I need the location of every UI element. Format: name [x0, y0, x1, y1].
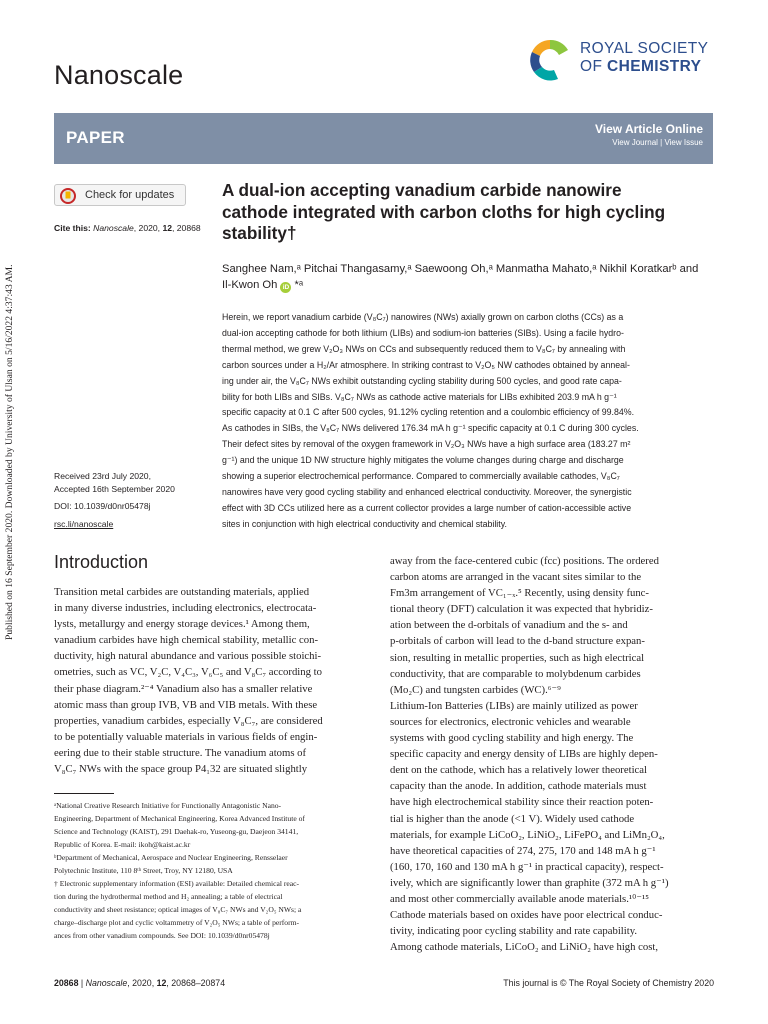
cite-journal: Nanoscale	[93, 223, 134, 233]
check-updates-icon	[60, 188, 78, 204]
introduction-heading: Introduction	[54, 552, 149, 572]
citation	[54, 222, 204, 234]
cite-pages: , 20868	[172, 223, 201, 233]
footer-year: , 2020,	[127, 978, 157, 988]
page-number: 20868	[54, 978, 79, 988]
doi[interactable]: DOI: 10.1039/d0nr05478j	[54, 501, 151, 511]
cite-volume: 12	[162, 223, 172, 233]
received-dates: Received 23rd July 2020, Accepted 16th September 2020	[54, 471, 175, 494]
cite-year: , 2020,	[133, 223, 163, 233]
author-list	[222, 262, 702, 293]
abstract: Herein, we report vanadium carbide (V₈C₇) nanowires (NWs) axially grown on carbon cloths (CCs) as a dual-ion accepting cathode for both lithium (LIBs) and sodium-ion batteries (SIBs). Using a facile hydro- thermal method, we grew V₂O₃ NWs on CCs and subsequently reduced them to V₈C₇ by annealing with carbon sources under a H₂/Ar atmosphere. In striking contrast to V₂O₅ NW cathodes obtained by anneal- ing under air, the V₈C₇ NWs exhibit outstanding cycling stability during 500 cycles, and good rate capa- bility for both LIBs and SIBs. V₈C₇ NWs as cathode active materials for LIBs exhibited 203.9 mA h g⁻¹ specific capacity at 0.1 C after 500 cycles, 91.12% cycling retention and a coulombic efficiency of 99.84%. As cathodes in SIBs, the V₈C₇ NWs delivered 176.34 mA h g⁻¹ specific capacity at 0.1 C during 300 cycles. Their defect sites by removal of the oxygen framework in V₂O₃ NWs have a high surface area (183.27 m² g⁻¹) and the unique 1D NW structure highly mitigates the volume changes during charge and discharge showing a superior electrochemical performance. Compared to commercially available cathodes, V₈C₇ nanowires have very good cycling stability and enhanced electrical conductivity. Moreover, the synergistic effect with 3D CCs utilized here as a current collector provides a large number of cation-accessible active sites in conjunction with high electrical conductivity and chemical stability.	[222, 312, 639, 529]
view-article-online-link[interactable]: View Article Online	[594, 122, 703, 136]
footer-separator: |	[78, 978, 86, 988]
journal-short-link[interactable]: rsc.li/nanoscale	[54, 519, 114, 529]
publisher-logo	[528, 36, 718, 84]
article-type-label: PAPER	[66, 128, 125, 147]
page-footer-right: This journal is © The Royal Society of Chemistry 2020	[503, 978, 714, 988]
body-column-left: Transition metal carbides are outstanding materials, applied in many diverse industries, including electronics, electrocata- lysts, metallurgy and energy storage devices.¹ Among them, vanadium carbides have high chemical stability, metallic con- ductivity, high natural abundance and various possible stoichi- ometries, such as VC, V₂C, V₄C₃, V₆C₅ and V₈C₇ according to their phase diagram.²⁻⁴ Vanadium also has a smaller relative atomic mass than group IVB, VB and VIB metals. With these properties, vanadium carbides, especially V₈C₇, are considered to be potentially valuable materials in various fields of engin- eering due to their stable structure. The vanadium atoms of V₈C₇ NWs with the space group P4₁32 are situated slightly	[54, 586, 323, 776]
footer-journal: Nanoscale	[85, 978, 128, 988]
publisher-line1: ROYAL SOCIETY	[580, 40, 709, 57]
journal-name: Nanoscale	[54, 60, 184, 90]
corresponding-author-mark: *ᵃ	[291, 278, 304, 291]
check-for-updates-label: Check for updates	[85, 189, 175, 201]
banner-links	[595, 122, 703, 147]
page-footer-left	[54, 978, 225, 988]
publisher-line2-bold: CHEMISTRY	[607, 58, 702, 75]
rsc-emblem-icon	[528, 36, 572, 84]
orcid-icon[interactable]: iD	[280, 282, 291, 293]
body-column-right: away from the face-centered cubic (fcc) positions. The ordered carbon atoms are arranged in the vacant sites similar to the Fm3m arrangement of VC₁₋ₓ.⁵ Recently, using density func- tional theory (DFT) calculation it was expected that hybridiz- ation between the d-orbitals of vanadium and the s- and p-orbitals of carbon will lead to the d-band structure expan- sion, resulting in metallic properties, such as high electrical conductivity, that are comparable to molybdenum carbides (Mo₂C) and tungsten carbides (WC).⁶⁻⁹ Lithium-Ion Batteries (LIBs) are mainly utilized as power sources for electronics, electronic vehicles and wearable systems with good cycling stability and high energy. The specific capacity and energy density of LIBs are highly depen- dent on the cathode, which has a relatively lower theoretical capacity than the anode. In addition, cathode materials must have high electrochemical stability since their reaction poten- tial is higher than the anode (<1 V). Widely used cathode materials, for example LiCoO₂, LiNiO₂, LiFePO₄ and LiMn₂O₄, have theoretical capacities of 274, 275, 170 and 148 mA h g⁻¹ (160, 170, 160 and 130 mA h g⁻¹ in practical capacity), respect- ively, which are significantly lower than graphite (372 mA h g⁻¹) and most other commercially available anode materials.¹⁰⁻¹⁵ Cathode materials based on oxides have poor electrical conduc- tivity, indicating poor cycling stability and rate capability. Among cathode materials, LiCoO₂ and LiNiO₂ have high cost,	[390, 555, 669, 954]
publisher-line2	[580, 58, 701, 76]
view-journal-issue-links[interactable]: View Journal | View Issue	[612, 138, 703, 147]
check-for-updates-button[interactable]	[54, 184, 186, 206]
download-stamp-text: Published on 16 September 2020. Downloaded by University of Ulsan on 5/16/2022 4:37:43 AM.	[4, 264, 15, 640]
article-type-banner	[54, 113, 713, 164]
article-title: A dual-ion accepting vanadium carbide nanowire cathode integrated with carbon cloths for high cycling stability†	[222, 180, 666, 243]
publisher-line2-prefix: OF	[580, 58, 608, 75]
footer-pages: , 20868–20874	[166, 978, 226, 988]
author-names: Sanghee Nam,ᵃ Pitchai Thangasamy,ᵃ Saewoong Oh,ᵃ Manmatha Mahato,ᵃ Nikhil Koratkarᵇ and Il-Kwon Oh	[222, 263, 699, 291]
cite-label: Cite this:	[54, 223, 91, 233]
footer-volume: 12	[156, 978, 167, 988]
footnotes: ᵃNational Creative Research Initiative for Functionally Antagonistic Nano- Engineering, Department of Mechanical Engineering, Korea Advanced Institute of Science and Technology (KAIST), 291 Daehak-ro, Yuseong-gu, Daejeon 34141, Republic of Korea. E-mail: ikoh@kaist.ac.kr ᵇDepartment of Mechanical, Aerospace and Nuclear Engineering, Rensselaer Polytechnic Institute, 110 8ᵗʰ Street, Troy, NY 12180, USA † Electronic supplementary information (ESI) available: Detailed chemical reac- tion during the hydrothermal method and H₂ annealing; a table of electrical conductivity and sheet resistance; optical images of V₈C₇ NWs and V₂O₅ NWs; a charge–discharge plot and cyclic voltammetry of V₂O₅ NWs; a table of perform- ances from other vanadium compounds. See DOI: 10.1039/d0nr05478j	[54, 801, 305, 940]
footnote-divider	[54, 793, 114, 794]
download-stamp	[4, 200, 14, 640]
